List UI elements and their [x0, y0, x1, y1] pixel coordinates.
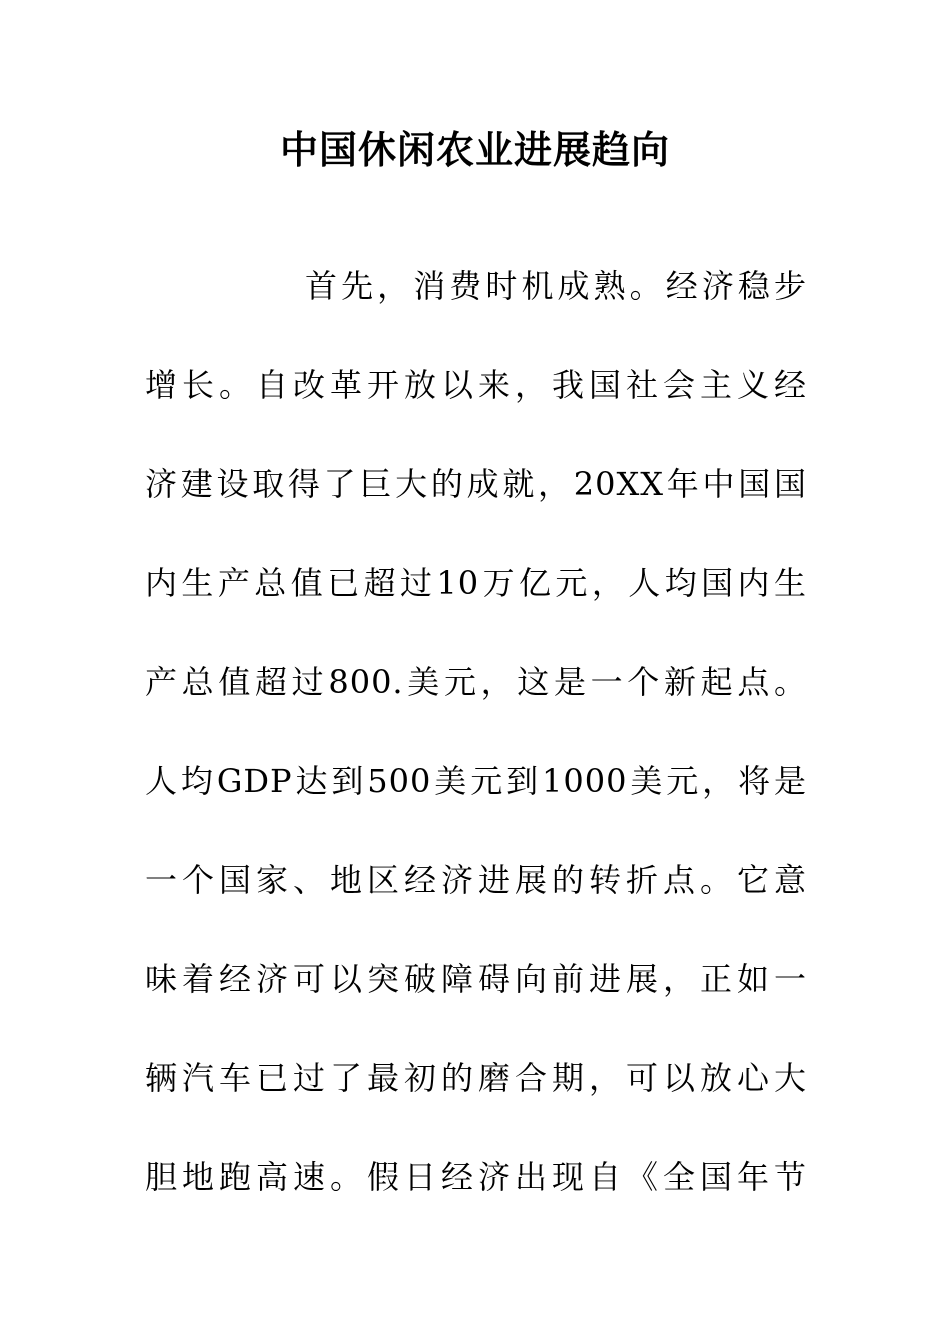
document-body	[145, 258, 807, 1248]
body-line: 味着经济可以突破障碍向前进展，正如一	[145, 960, 807, 998]
body-line: 产总值超过800.美元，这是一个新起点。	[145, 663, 807, 701]
body-line: 内生产总值已超过10万亿元，人均国内生	[145, 564, 807, 602]
body-line: 人均GDP达到500美元到1000美元，将是	[145, 762, 807, 800]
body-line: 济建设取得了巨大的成就，20XX年中国国	[145, 465, 807, 503]
body-line: 增长。自改革开放以来，我国社会主义经	[145, 366, 807, 404]
document-title: 中国休闲农业进展趋向	[279, 128, 670, 172]
body-line: 一个国家、地区经济进展的转折点。它意	[145, 861, 807, 899]
body-line: 辆汽车已过了最初的磨合期，可以放心大	[145, 1059, 807, 1097]
body-line: 胆地跑高速。假日经济出现自《全国年节	[145, 1158, 807, 1196]
body-line: 首先，消费时机成熟。经济稳步	[305, 267, 807, 305]
